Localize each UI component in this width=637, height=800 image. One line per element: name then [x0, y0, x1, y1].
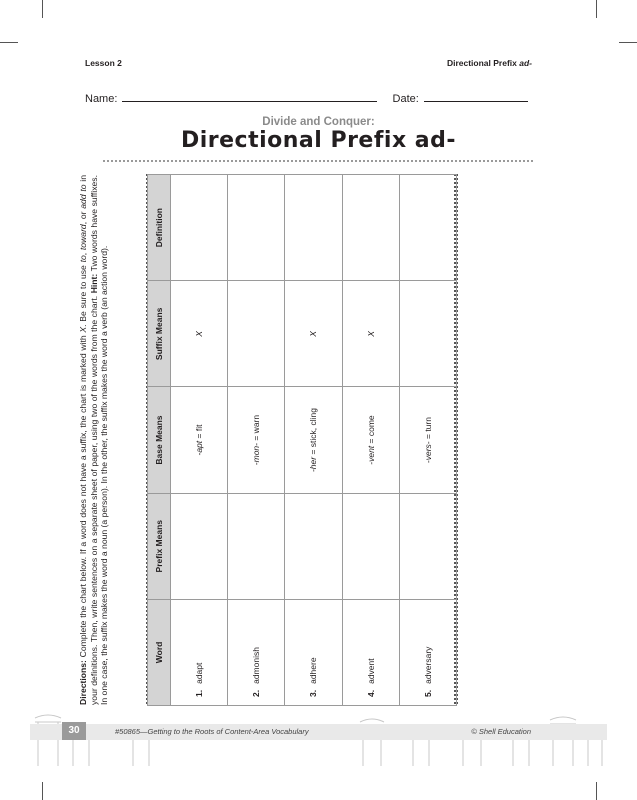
hint-label: Hint:: [88, 273, 99, 294]
header-topic: [447, 58, 532, 68]
dotted-divider: [103, 160, 533, 162]
word-cell: [171, 599, 228, 705]
directions-label: Directions:: [78, 660, 88, 705]
vocabulary-chart: [147, 174, 457, 706]
word: adhere: [308, 657, 319, 684]
word-cell: [399, 599, 456, 705]
base-means-cell: [399, 387, 456, 493]
header-topic-text: Directional Prefix: [446, 58, 520, 68]
directions-part: ,: [78, 250, 88, 256]
definition-cell[interactable]: [285, 175, 342, 281]
prefix-means-cell[interactable]: [171, 493, 228, 599]
date-label: Date:: [392, 93, 419, 105]
col-header-definition: Definition: [148, 175, 171, 281]
page-number: 30: [62, 722, 86, 740]
worksheet-subtitle: Divide and Conquer:: [262, 116, 375, 128]
word-cell: [285, 599, 342, 705]
directions-emph: add to: [78, 184, 88, 209]
directions-part: , or: [78, 208, 88, 225]
base-means-cell: [228, 387, 285, 493]
suffix-mark: X: [194, 331, 205, 337]
base-root: -mon-: [251, 443, 262, 466]
suffix-means-cell[interactable]: [342, 281, 399, 387]
row-number: 5.: [422, 689, 433, 697]
row-number: 3.: [308, 689, 319, 697]
prefix-means-cell[interactable]: [399, 493, 456, 599]
vocabulary-table: [147, 174, 457, 706]
footer-copyright: © Shell Education: [471, 727, 531, 736]
base-meaning: = warn: [251, 414, 262, 443]
header-topic-prefix: ad-: [519, 58, 532, 68]
crop-mark: [596, 0, 597, 18]
table-row: [342, 175, 399, 706]
row-number: 4.: [365, 689, 376, 697]
crop-mark: [42, 0, 43, 18]
crop-mark: [619, 42, 637, 43]
worksheet-title: Directional Prefix ad-: [180, 128, 457, 153]
directions-part: Two words have suffixes. In one case, the suffix makes the word a noun (a person). In the other, the suffix makes the word a verb (an action word).: [88, 175, 110, 705]
col-header-suffix-means: Suffix Means: [148, 281, 171, 387]
base-root: -vent: [365, 445, 376, 465]
definition-cell[interactable]: [399, 175, 456, 281]
directions-x: X: [78, 326, 88, 333]
name-date-row: [85, 91, 532, 105]
definition-cell[interactable]: [171, 175, 228, 281]
directions-emph: to: [78, 255, 88, 263]
base-root: -her: [308, 456, 319, 473]
word: admonish: [251, 647, 262, 684]
crop-mark: [0, 42, 18, 43]
column-ruins-illustration: [30, 712, 607, 768]
base-meaning: = turn: [422, 417, 433, 442]
suffix-means-cell[interactable]: [228, 281, 285, 387]
suffix-mark: X: [308, 331, 319, 337]
crop-mark: [596, 782, 597, 800]
prefix-means-cell[interactable]: [285, 493, 342, 599]
directions-block: [78, 175, 130, 705]
table-row: [285, 175, 342, 706]
col-header-base-means: Base Means: [148, 387, 171, 493]
base-meaning: = come: [365, 415, 376, 446]
suffix-means-cell[interactable]: [171, 281, 228, 387]
base-meaning: = stick, cling: [308, 408, 319, 457]
word-cell: [342, 599, 399, 705]
word: adapt: [194, 662, 205, 684]
definition-cell[interactable]: [342, 175, 399, 281]
base-meaning: = fit: [194, 424, 205, 441]
row-number: 1.: [194, 689, 205, 697]
footer-book-title: #50865—Getting to the Roots of Content-Area Vocabulary: [115, 727, 309, 736]
table-row: [399, 175, 456, 706]
table-header-row: [148, 175, 171, 706]
suffix-mark: X: [365, 331, 376, 337]
directions-text: [78, 175, 110, 705]
base-root: -vers-: [422, 441, 433, 464]
suffix-means-cell[interactable]: [399, 281, 456, 387]
table-row: [228, 175, 285, 706]
base-means-cell: [342, 387, 399, 493]
directions-part: . Be sure to use: [78, 262, 88, 327]
base-root: -apt: [194, 440, 205, 456]
crop-mark: [42, 782, 43, 800]
date-field[interactable]: [424, 91, 528, 102]
word: advent: [365, 658, 376, 684]
col-header-word: Word: [148, 599, 171, 705]
definition-cell[interactable]: [228, 175, 285, 281]
name-field[interactable]: [122, 91, 377, 102]
directions-emph: toward: [78, 224, 88, 251]
word: adversary: [422, 646, 433, 684]
lesson-label: Lesson 2: [85, 58, 122, 68]
prefix-means-cell[interactable]: [342, 493, 399, 599]
col-header-prefix-means: Prefix Means: [148, 493, 171, 599]
suffix-means-cell[interactable]: [285, 281, 342, 387]
row-number: 2.: [251, 689, 262, 697]
word-cell: [228, 599, 285, 705]
name-label: Name:: [85, 93, 118, 105]
directions-part: Complete the chart below. If a word does not have a suffix, the chart is marked with: [78, 332, 88, 661]
directions-part: in your definitions. Then, write sentences on a separate sheet of paper, using two of the words from the chart.: [78, 175, 99, 705]
prefix-means-cell[interactable]: [228, 493, 285, 599]
table-row: [171, 175, 228, 706]
base-means-cell: [285, 387, 342, 493]
base-means-cell: [171, 387, 228, 493]
